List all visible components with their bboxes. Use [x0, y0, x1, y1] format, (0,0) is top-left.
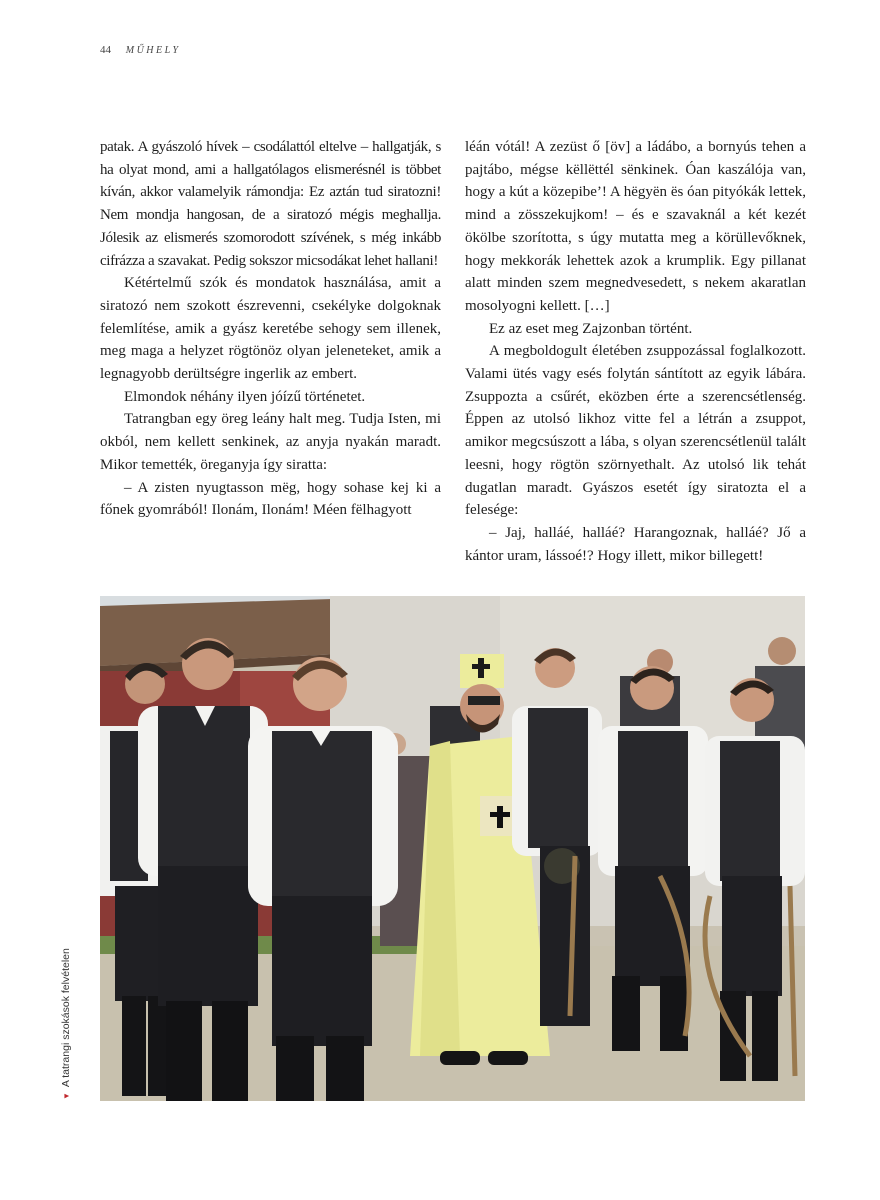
caption-text: A tatrangi szokások felvételen — [60, 948, 72, 1088]
paragraph: léán vótál! A zezüst ő [öv] a ládábo, a bornyús tehen a pajtábo, mégse këllëttél sënkinek. Óan kaszálója van, hogy a kút a közepibe’! A hëgyën ës óan pityókák lettek, mind a zösszekujkom! – és e szavaknál a két kezét ökölbe szorította, s úgy mutatta meg a körüllevőknek, hogy mekkorák lehettek azok a krumplik. Egy pillanat alatt minden szem megnedvesedett, s nekem akaratlan mosolyogni kellett. […] — [465, 139, 806, 314]
photo-funeral-procession — [100, 596, 805, 1101]
photo-caption — [60, 948, 72, 1100]
running-head — [100, 44, 181, 56]
paragraph: – A zisten nyugtasson mëg, hogy sohase kej ki a főnek gyomrából! Ilonám, Ilonám! Méen fëlhagyott — [100, 479, 441, 519]
paragraph: Tatrangban egy öreg leány halt meg. Tudja Isten, mi okból, nem kellett senkinek, az anyja nyakán maradt. Mikor temették, öreganyja így siratta: — [100, 411, 441, 473]
paragraph: A megboldogult életében zsuppozással foglalkozott. Valami ütés vagy esés folytán sántított az egyik lábára. Zsuppozta a csűrét, eközben érte a szerencsétlenség. Éppen az utolsó likhoz vitte fel a létrán a zsuppot, amikor megcsúszott a lába, s olyan szerencsétlenül talált leesni, hogy rögtön szörnyethalt. Az utolsó lik tehát dugatlan maradt. Gyászos esetét így siratozta el a felesége: — [465, 343, 806, 519]
page-number: 44 — [100, 44, 111, 56]
triangle-marker-icon: ▼ — [62, 1092, 71, 1100]
paragraph: Elmondok néhány ilyen jóízű történetet. — [124, 388, 366, 405]
section-title: MŰHELY — [125, 45, 181, 56]
paragraph: patak. A gyászoló hívek – csodálattól eltelve – hallgatják, s ha olyat mond, ami a hallgatólagos elismerésnél is többet kíván, akkor valamelyik rámondja: Ez aztán tud siratozni! Nem mondja hangosan, de a siratozó mégis meghallja. Jólesik az elismerés szomorodott szívének, s még inkább cifrázza a szavakat. Pedig sokszor micsodákat lehet hallani! — [100, 139, 441, 269]
text-column-right — [465, 136, 806, 567]
text-column-left — [100, 136, 441, 522]
paragraph: Ez az eset meg Zajzonban történt. — [489, 320, 693, 337]
photo-image — [100, 596, 805, 1101]
paragraph: Kétértelmű szók és mondatok használása, amit a siratozó nem szokott észrevenni, csekélyke dolgoknak felemlítése, amik a gyász keretébe sehogy sem illenek, meg maga a helyzet rögtönöz olyan jeleneteket, amik a legnagyobb derültségre ingerlik az embert. — [100, 275, 441, 383]
paragraph: – Jaj, halláé, halláé? Harangoznak, halláé? Jő a kántor uram, lássoé!? Hogy illett, mikor billegett! — [465, 524, 806, 564]
